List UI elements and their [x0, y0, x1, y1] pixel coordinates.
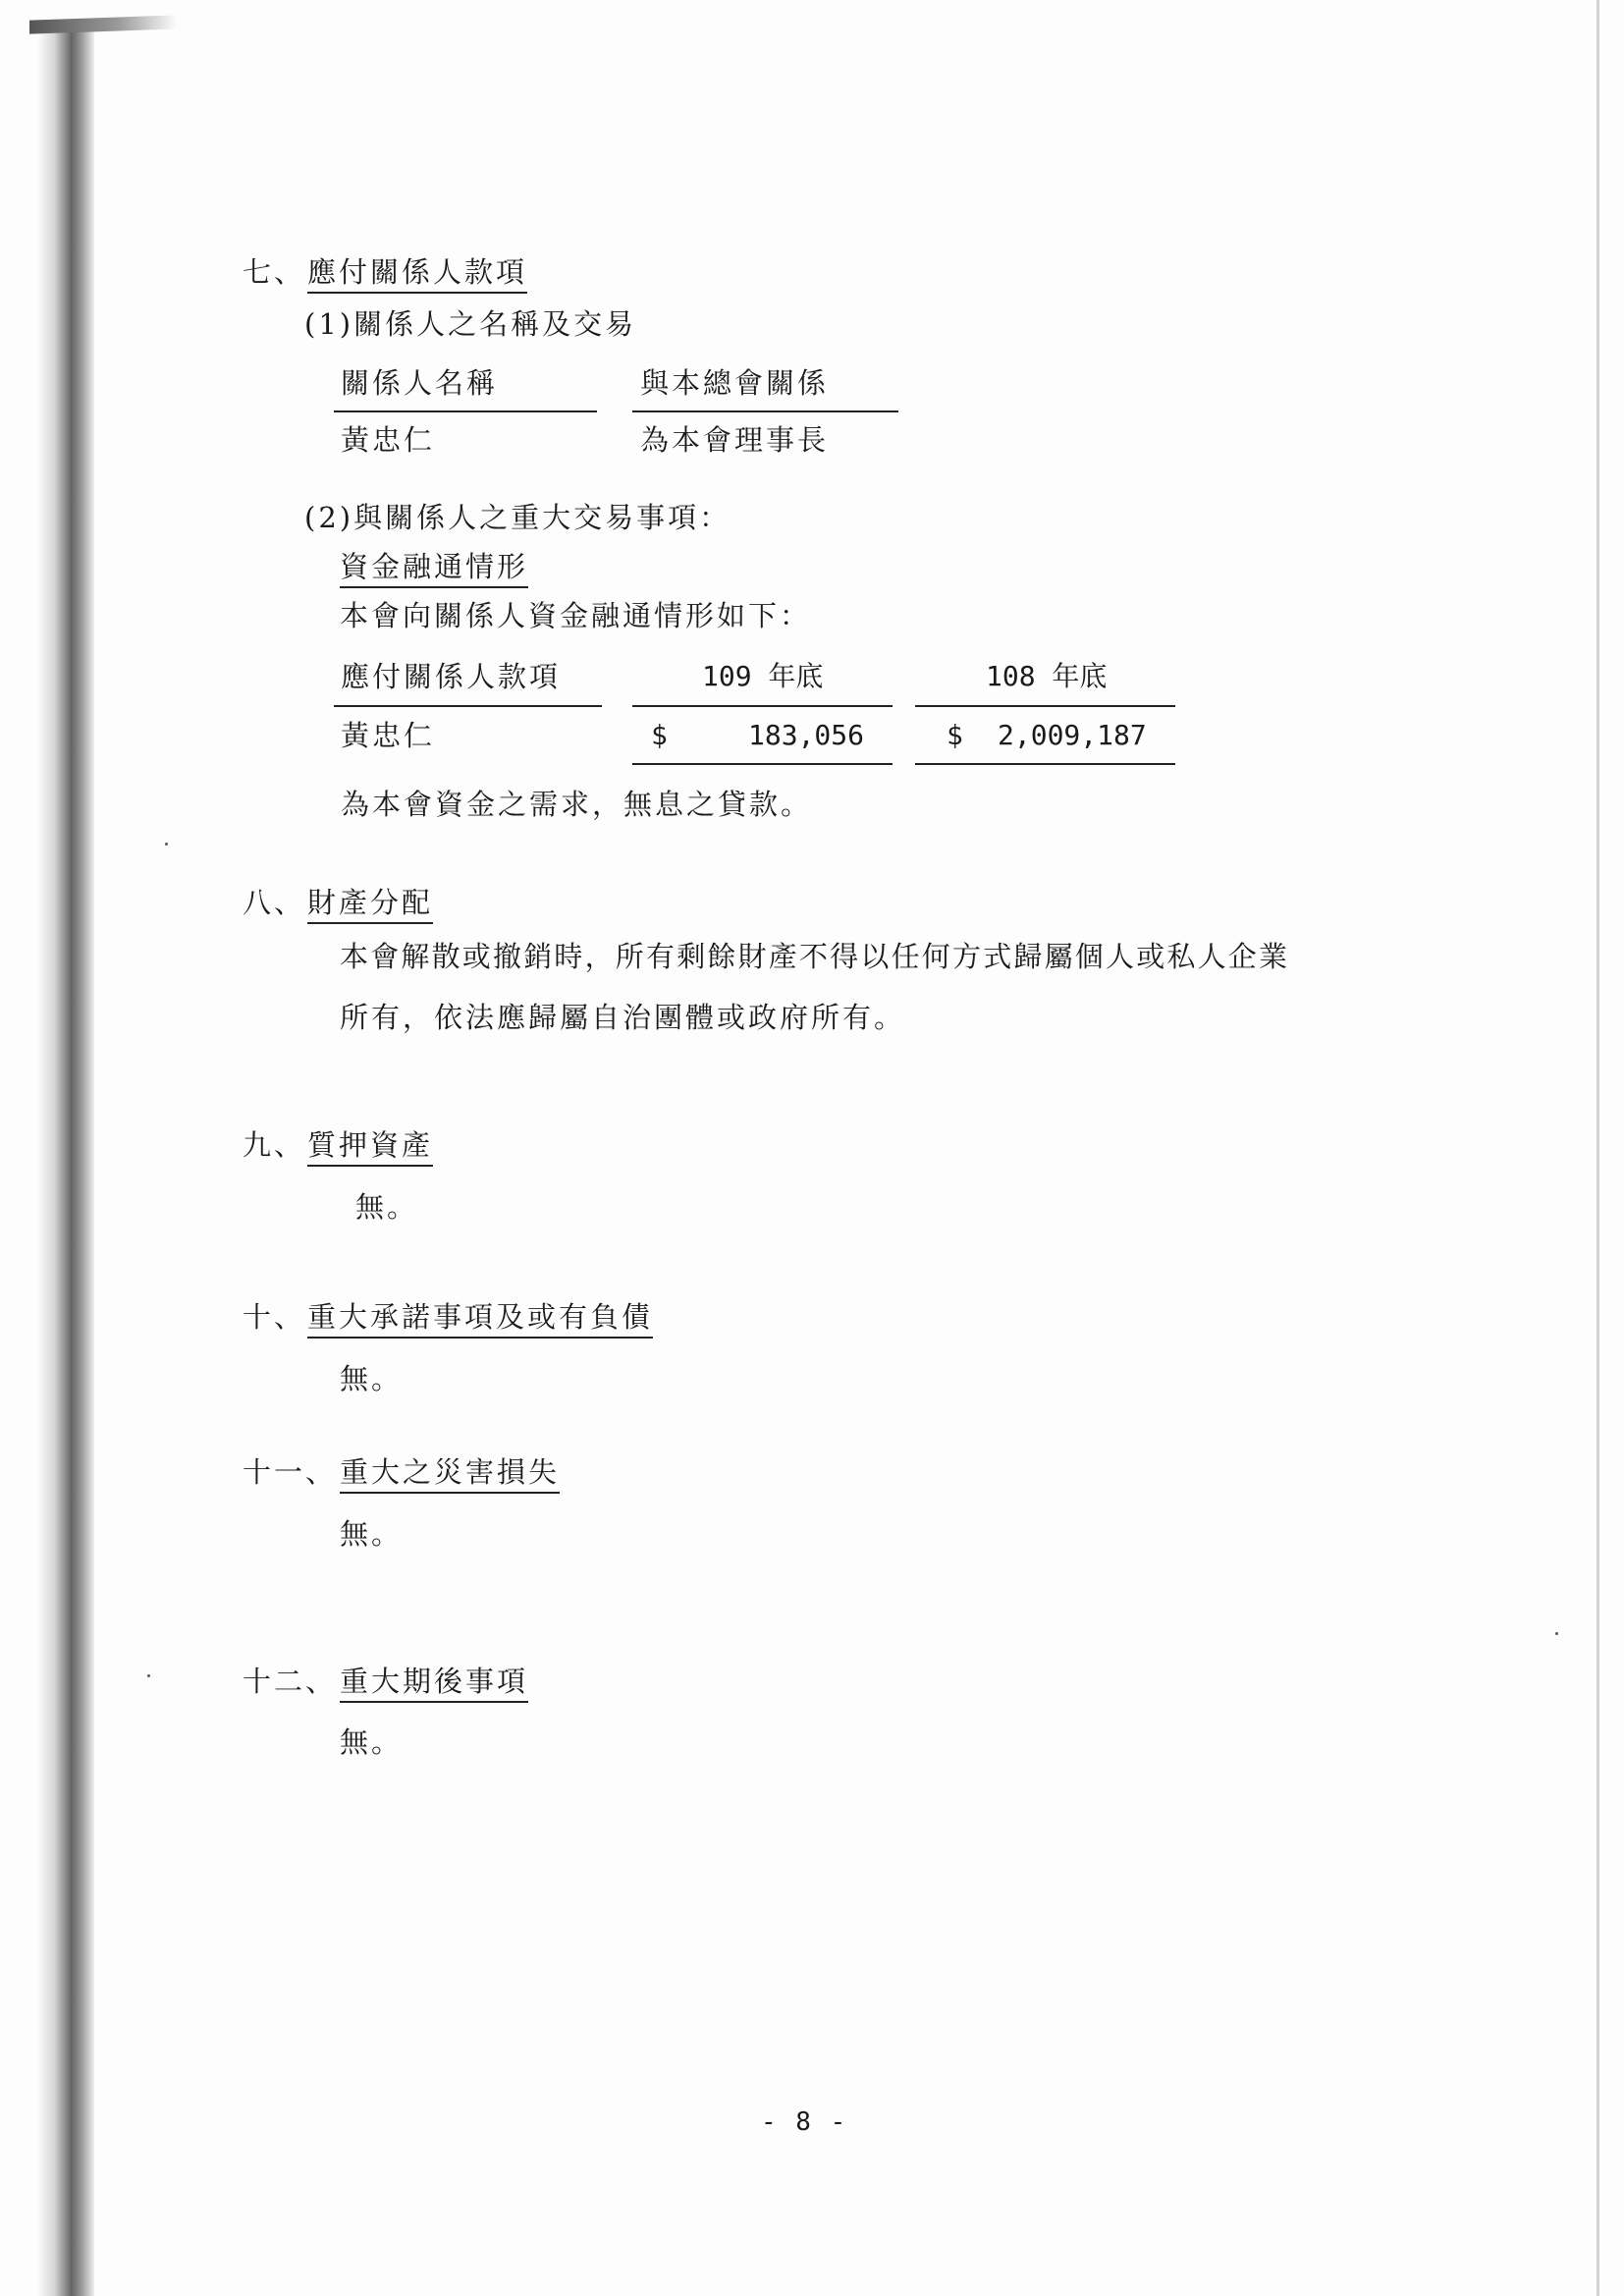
- table1-col2-header: 與本總會關係: [640, 366, 830, 400]
- section-8-paragraph-line2: 所有，依法應歸屬自治團體或政府所有。: [340, 1001, 906, 1034]
- section-9-number: 九、: [243, 1128, 306, 1162]
- table1-row-relation: 為本會理事長: [640, 423, 830, 457]
- table2-value-109: 183,056: [748, 719, 865, 751]
- section-11-number: 十一、: [243, 1455, 338, 1489]
- scan-right-edge: [1597, 0, 1599, 2296]
- section-11-title: 重大之災害損失: [340, 1458, 560, 1487]
- scan-corner-shadow: [29, 15, 177, 33]
- section-12-title: 重大期後事項: [340, 1667, 528, 1696]
- table2-currency-109: $: [651, 719, 668, 751]
- scan-speck: [1555, 1632, 1558, 1635]
- table2-value-108: 2,009,187: [998, 719, 1147, 751]
- page-number: - 8 -: [761, 2107, 848, 2137]
- section-7-sub2-intro: 本會向關係人資金融通情形如下：: [340, 599, 812, 632]
- table2-header-rule: [915, 705, 1175, 707]
- section-7-number: 七、: [243, 255, 306, 289]
- section-7-sub2-title: 資金融通情形: [340, 553, 528, 581]
- section-10-body: 無。: [340, 1362, 404, 1395]
- table2-col2-header: 109 年底: [702, 660, 824, 692]
- section-7-note: 為本會資金之需求，無息之貸款。: [341, 788, 813, 821]
- table2-col3-header: 108 年底: [986, 660, 1108, 692]
- section-7-sub1: (1)關係人之名稱及交易: [304, 307, 637, 341]
- section-12-body: 無。: [340, 1725, 404, 1759]
- section-12-number: 十二、: [243, 1665, 338, 1698]
- table1-header-rule: [334, 410, 597, 412]
- table2-header-rule: [334, 705, 602, 707]
- table2-currency-108: $: [947, 719, 963, 751]
- section-10-number: 十、: [243, 1300, 306, 1334]
- table1-header-rule: [632, 410, 898, 412]
- scan-speck: [165, 843, 168, 846]
- scan-binding-shadow: [37, 20, 94, 2296]
- table1-row-name: 黃忠仁: [341, 423, 436, 457]
- section-9-title: 質押資產: [307, 1131, 433, 1160]
- section-9-body: 無。: [355, 1190, 419, 1224]
- table2-col1-header: 應付關係人款項: [341, 660, 562, 693]
- section-10-title: 重大承諾事項及或有負債: [307, 1303, 653, 1332]
- table2-row-name: 黃忠仁: [341, 719, 436, 752]
- section-8-number: 八、: [243, 886, 306, 919]
- section-7-sub2: (2)與關係人之重大交易事項：: [304, 501, 731, 534]
- table2-header-rule: [632, 705, 893, 707]
- scan-speck: [147, 1674, 150, 1677]
- table2-total-rule: [632, 763, 893, 765]
- section-7-title: 應付關係人款項: [307, 258, 527, 287]
- table1-col1-header: 關係人名稱: [341, 366, 499, 400]
- section-8-paragraph-line1: 本會解散或撤銷時，所有剩餘財產不得以任何方式歸屬個人或私人企業: [340, 940, 1290, 973]
- section-11-body: 無。: [340, 1517, 404, 1551]
- section-8-title: 財產分配: [307, 889, 433, 917]
- table2-total-rule: [915, 763, 1175, 765]
